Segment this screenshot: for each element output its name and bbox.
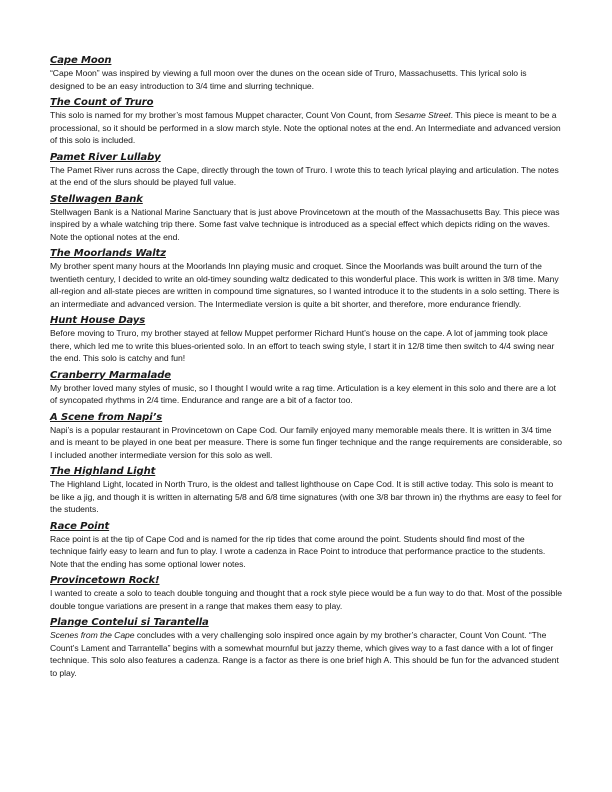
- entry-plange-contelui: [50, 616, 562, 679]
- entry-body: Race point is at the tip of Cape Cod and is named for the rip tides that come around the point. Students should find most of the technique fairly easy to learn and fun to play. I wrote a cadenza in Race Point to introduce that performance practice to the students. Note that the ending has some optional lower notes.: [50, 533, 546, 569]
- entry-body: My brother loved many styles of music, so I thought I would write a rag time. Articulation is a key element in this solo and there are a lot of syncopated rhythms in 2/4 time. Endurance and range are a bit of a factor too.: [50, 382, 557, 405]
- entry-title: Cranberry Marmalade: [50, 369, 171, 381]
- entry-title: Stellwagen Bank: [50, 193, 143, 205]
- entry-moorlands-waltz: [50, 247, 562, 310]
- entry-cape-moon: [50, 54, 562, 92]
- entry-title: The Highland Light: [50, 466, 156, 477]
- entry-title: A Scene from Napi’s: [50, 411, 163, 423]
- entry-stellwagen-bank: [50, 193, 562, 244]
- entry-hunt-house-days: [50, 314, 562, 365]
- entry-body: [50, 629, 562, 679]
- entry-body-italic: Sesame Street: [394, 110, 451, 120]
- entry-body: Before moving to Truro, my brother stayed at fellow Muppet performer Richard Hunt’s house on the cape. A lot of jamming took place there, which led me to write this blues-oriented solo. In an effort to teach swing style, I start it in 12/8 time then switch to 4/4 swing near the end. This solo is catchy and fun!: [50, 328, 555, 363]
- entry-pamet-river-lullaby: [50, 151, 562, 189]
- entry-body-italic: Scenes from the Cape: [50, 630, 135, 640]
- entry-body-text: concludes with a very challenging solo inspired once again by my brother’s character, Count Von Count. “The Count’s Lament and Tarrantella” begins with a somewhat mournful but jazzy theme, which gives way to a fast dance with a lot of finger technique. This solo also features a cadenza. Range is a factor as there is one brief high A. This should be fun for the advanced student to play.: [50, 630, 559, 678]
- entry-title: Pamet River Lullaby: [50, 151, 161, 163]
- entry-title: Plange Contelui si Tarantella: [50, 617, 209, 628]
- entry-count-of-truro: [50, 96, 562, 147]
- entry-body-text: . This piece is meant to be a processional, so it should be performed in a slow march style. Note the optional notes at the end. An Intermediate and advanced version of this solo is included.: [50, 110, 561, 145]
- entry-scene-from-napis: [50, 411, 562, 462]
- entry-body: The Highland Light, located in North Truro, is the oldest and tallest lighthouse on Cape Cod. It is still active today. This solo is meant to be like a jig, and though it is written in alternating 5/8 and 6/8 time signatures (with one 3/8 bar thrown in) the rhythms are easy to feel for the students.: [50, 479, 562, 514]
- entry-body-text: This solo is named for my brother’s most famous Muppet character, Count Von Count, from: [50, 110, 395, 120]
- entry-race-point: [50, 520, 562, 571]
- entry-body: I wanted to create a solo to teach double tonguing and thought that a rock style piece would be a fun way to do that. Most of the possible double tongue variations are present in a range that makes them easy to play.: [50, 588, 562, 611]
- entry-body: The Pamet River runs across the Cape, directly through the town of Truro. I wrote this to teach lyrical playing and articulation. The notes at the end of the slurs should be played full value.: [50, 164, 559, 187]
- entry-highland-light: [50, 465, 562, 516]
- entry-body: Stellwagen Bank is a National Marine Sanctuary that is just above Provincetown at the mouth of the Massachusetts Bay. This piece was inspired by a whale watching trip there. Some fast valve technique is introduced as a special effect which depicts riding on the waves. Note the optional notes at the end.: [50, 206, 560, 242]
- entry-title: Hunt House Days: [50, 315, 146, 326]
- entry-provincetown-rock: [50, 574, 562, 612]
- entry-title: Race Point: [50, 520, 110, 532]
- entry-title: Cape Moon: [50, 55, 112, 66]
- entry-cranberry-marmalade: [50, 369, 562, 407]
- entry-body: Napi’s is a popular restaurant in Provincetown on Cape Cod. Our family enjoyed many memorable meals there. It is written in 3/4 time and is meant to be played in one beat per measure. There is some fun finger technique and the range requirements are considerable, so I included another intermediate version for this solo as well.: [50, 424, 563, 460]
- entry-body: [50, 109, 562, 147]
- entry-body: My brother spent many hours at the Moorlands Inn playing music and croquet. Since the Moorlands was built around the turn of the twentieth century, I decided to write an old-timey sounding waltz dedicated to this wonderful place. This work is written in 3/8 time. Many all-region and all-state pieces are written in compound time signatures, so I wanted introduce it to the students in a solo setting. There is an intermediate and advanced version. The Intermediate version is quite a bit shorter, and therefore, more endurance friendly.: [50, 261, 560, 309]
- entry-title: The Count of Truro: [50, 97, 154, 108]
- entry-title: Provincetown Rock!: [50, 575, 160, 586]
- entry-body: “Cape Moon” was inspired by viewing a full moon over the dunes on the ocean side of Truro, Massachusetts. This lyrical solo is designed to be an easy introduction to 3/4 time and slurring technique.: [50, 68, 527, 91]
- entry-title: The Moorlands Waltz: [50, 248, 166, 259]
